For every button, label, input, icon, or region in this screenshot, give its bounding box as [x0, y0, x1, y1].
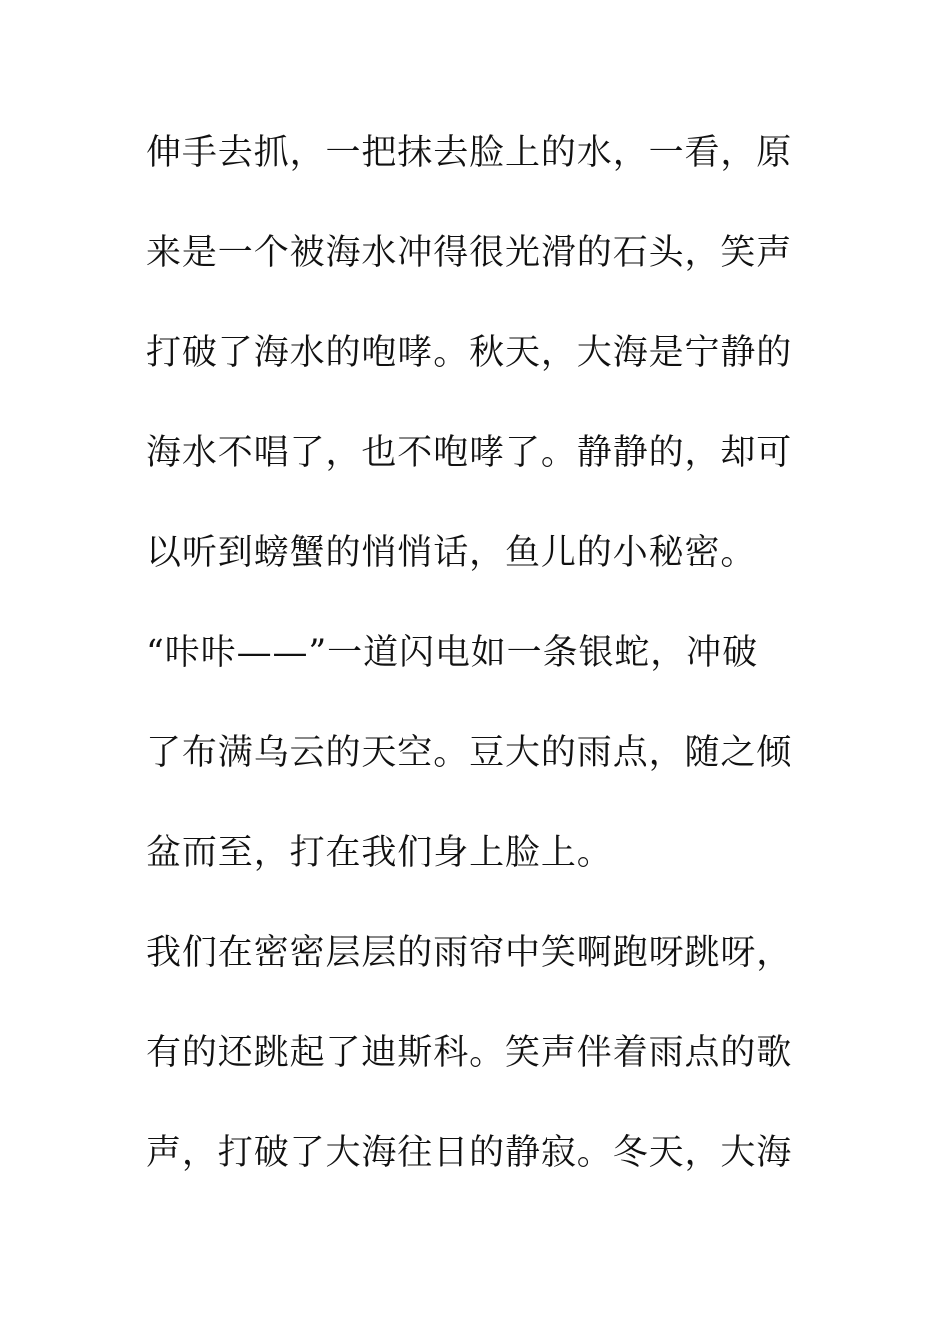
text-line-4: 海水不唱了，也不咆哮了。静静的，却可	[146, 433, 793, 473]
body-text	[146, 120, 816, 1220]
text-line-11: 声，打破了大海往日的静寂。冬天，大海	[146, 1133, 793, 1173]
text-line-5: 以听到螃蟹的悄悄话，鱼儿的小秘密。	[146, 533, 757, 573]
text-line-6: “咔咔——”一道闪电如一条银蛇，冲破	[146, 633, 758, 673]
text-line-3: 打破了海水的咆哮。秋天，大海是宁静的	[146, 333, 793, 373]
text-line-9: 我们在密密层层的雨帘中笑啊跑呀跳呀，	[146, 933, 793, 973]
text-line-1: 伸手去抓，一把抹去脸上的水，一看，原	[146, 133, 793, 173]
text-line-10: 有的还跳起了迪斯科。笑声伴着雨点的歌	[146, 1033, 793, 1073]
text-line-8: 盆而至，打在我们身上脸上。	[146, 833, 613, 873]
text-line-7: 了布满乌云的天空。豆大的雨点，随之倾	[146, 733, 793, 773]
text-line-2: 来是一个被海水冲得很光滑的石头，笑声	[146, 233, 793, 273]
